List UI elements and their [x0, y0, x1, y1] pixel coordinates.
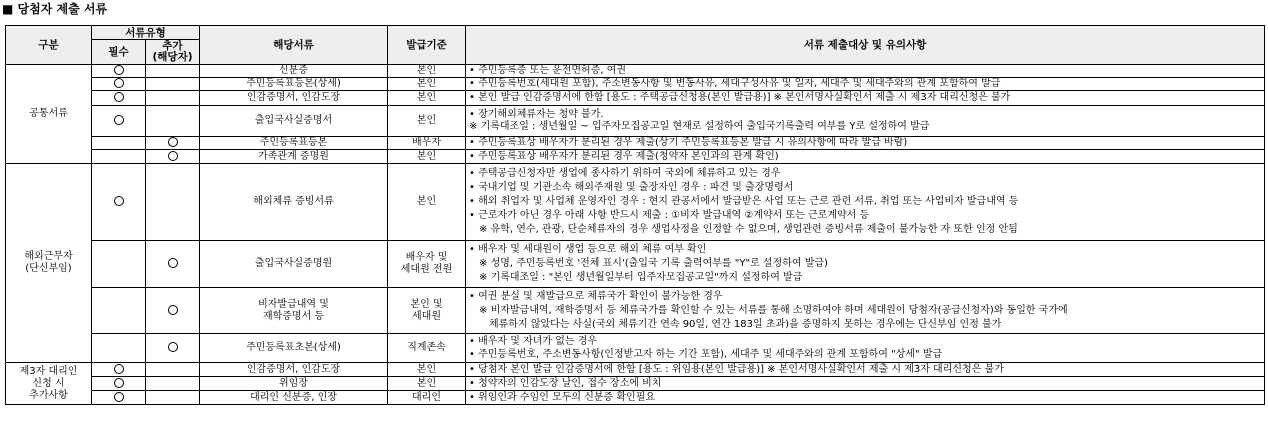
group-common [6, 65, 92, 164]
note-line: • 본인 발급 인감증명서에 한함 [용도 : 주택공급신청용(본인 발급용)] ※ 본인서명사실확인서 제출 시 제3자 대리신청은 불가 [469, 92, 1011, 103]
circle-mark-icon [114, 392, 124, 402]
header-additional-line2: (해당자) [152, 51, 193, 63]
document-name: 출입국사실증명서 [254, 115, 333, 126]
additional-cell [146, 65, 200, 78]
document-name: 주민등록표초본(상세) [246, 342, 341, 353]
circle-mark-icon [168, 342, 178, 352]
document-name: 주민등록표등본 [259, 137, 328, 148]
document-cell [200, 137, 388, 150]
basis-text: 본인 [416, 65, 437, 76]
basis-text: 본인 [416, 78, 437, 89]
table-row [6, 91, 1265, 106]
note-line: • 해외 취업자 및 사업체 운영자인 경우 : 현지 관공서에서 발급받은 사업 또는 근로 관련 서류, 취업 또는 사업비자 발급내역 등 [469, 196, 1019, 207]
group-proxy [6, 363, 92, 405]
group-label: 신청 시 [32, 377, 65, 389]
additional-cell [146, 363, 200, 377]
required-cell [92, 106, 146, 137]
note-line: • 주민등록증 또는 운전면허증, 여권 [469, 65, 627, 76]
document-name: 재학증명서 등 [262, 310, 325, 322]
basis-cell [388, 164, 466, 241]
notes-cell [466, 241, 1265, 288]
notes-cell [466, 106, 1265, 137]
header-additional-line1: 추가 [162, 40, 183, 52]
table-row [6, 391, 1265, 405]
additional-cell [146, 391, 200, 405]
circle-mark-icon [114, 92, 124, 102]
notes-cell [466, 91, 1265, 106]
additional-cell [146, 137, 200, 150]
required-cell [92, 241, 146, 288]
table-row [6, 241, 1265, 288]
note-line: 체류하지 않았다는 사실(국외 체류기간 연속 90일, 연간 183일 초과)을 증명하지 못하는 경우에는 단신부임 인정 불가 [489, 318, 1002, 330]
document-name: 가족관계 증명원 [258, 150, 329, 162]
table-row [6, 334, 1265, 363]
header-doc-type: 서류유형 [92, 26, 200, 40]
square-bullet-icon: ■ [2, 2, 14, 16]
required-cell [92, 363, 146, 377]
basis-cell [388, 106, 466, 137]
circle-mark-icon [168, 137, 178, 147]
basis-text: 배우자 [412, 137, 441, 148]
circle-mark-icon [114, 378, 124, 388]
document-cell [200, 150, 388, 164]
note-line: ※ 기록대조일 : 생년월일 ~ 입주자모집공고일 현재로 설정하여 출입국기록출력 여부를 Y로 설정하여 발급 [469, 121, 930, 132]
notes-cell [466, 377, 1265, 391]
basis-text: 본인 [416, 363, 437, 375]
document-name: 대리인 신분증, 인장 [250, 391, 337, 403]
notes-cell [466, 65, 1265, 78]
notes-cell [466, 288, 1265, 334]
circle-mark-icon [168, 258, 178, 268]
note-line: • 주택공급신청자만 생업에 종사하기 위하여 국외에 체류하고 있는 경우 [469, 168, 781, 179]
note-line: • 배우자 및 자녀가 없는 경우 [469, 336, 598, 347]
note-line: • 근로자가 아닌 경우 아래 사항 반드시 제출 : ①비자 발급내역 ②계약서 또는 근로계약서 등 [469, 210, 870, 221]
note-line: • 주민등록표상 배우자가 분리된 경우 제출(상기 주민등록표등본 발급 시 유의사항에 따라 발급 바람) [469, 137, 908, 148]
required-cell [92, 137, 146, 150]
required-cell [92, 334, 146, 363]
basis-cell [388, 241, 466, 288]
document-name: 신분증 [279, 65, 308, 76]
document-cell [200, 91, 388, 106]
group-label: (단신부임) [25, 263, 72, 274]
header-category: 구분 [6, 26, 92, 65]
table-row [6, 150, 1265, 164]
basis-text: 대리인 [412, 391, 441, 403]
required-cell [92, 391, 146, 405]
basis-text: 배우자 및 [405, 252, 448, 263]
document-name: 주민등록표등본(상세) [246, 78, 341, 89]
basis-text: 본인 [416, 150, 437, 162]
header-issue-basis: 발급기준 [388, 26, 466, 65]
notes-cell [466, 164, 1265, 241]
document-cell [200, 334, 388, 363]
group-label: 추가사항 [29, 389, 68, 401]
note-line: • 국내기업 및 기관소속 해외주재원 및 출장자인 경우 : 파견 및 출장명령서 [469, 182, 794, 193]
required-cell [92, 150, 146, 164]
note-line: • 주민등록표상 배우자가 분리된 경우 제출(청약자 본인과의 관계 확인) [469, 150, 779, 162]
required-cell [92, 288, 146, 334]
note-line: • 청약자의 인감도장 날인, 접수 장소에 비치 [469, 377, 662, 389]
section-title-text: 당첨자 제출 서류 [17, 2, 108, 16]
header-additional [146, 40, 200, 65]
basis-cell [388, 65, 466, 78]
circle-mark-icon [168, 151, 178, 161]
document-cell [200, 164, 388, 241]
additional-cell [146, 164, 200, 241]
document-cell [200, 377, 388, 391]
document-cell [200, 78, 388, 91]
note-line: • 당첨자 본인 발급 인감증명서에 한함 [용도 : 위임용(본인 발급용)] ※ 본인서명사실확인서 제출 시 제3자 대리신청은 불가 [469, 363, 1004, 375]
documents-table [5, 25, 1265, 405]
group-label: 공통서류 [29, 108, 68, 119]
circle-mark-icon [168, 305, 178, 315]
circle-mark-icon [114, 65, 124, 75]
note-line: • 배우자 및 세대원이 생업 등으로 해외 체류 여부 확인 [469, 244, 707, 255]
circle-mark-icon [114, 364, 124, 374]
note-line: • 주민등록번호, 주소변동사항(인정받고자 하는 기간 포함), 세대주 및 세대주와의 관계 포함하여 "상세" 발급 [469, 349, 943, 360]
basis-cell [388, 78, 466, 91]
document-name: 비자발급내역 및 [258, 298, 329, 310]
circle-mark-icon [114, 115, 124, 125]
document-name: 출입국사실증명원 [254, 258, 333, 269]
note-line: • 위임인과 수임인 모두의 신분증 확인필요 [469, 391, 656, 403]
basis-cell [388, 391, 466, 405]
note-line: • 장기해외체류자는 청약 불가. [469, 109, 604, 120]
basis-text: 본인 [416, 115, 437, 126]
document-cell [200, 106, 388, 137]
table-row [6, 106, 1265, 137]
basis-text: 본인 [416, 377, 437, 389]
notes-cell [466, 391, 1265, 405]
basis-cell [388, 150, 466, 164]
required-cell [92, 65, 146, 78]
additional-cell [146, 78, 200, 91]
table-row [6, 363, 1265, 377]
additional-cell [146, 91, 200, 106]
additional-cell [146, 334, 200, 363]
document-name: 인감증명서, 인감도장 [246, 363, 341, 375]
notes-cell [466, 137, 1265, 150]
notes-cell [466, 363, 1265, 377]
circle-mark-icon [114, 78, 124, 88]
basis-text: 세대원 [412, 310, 441, 322]
additional-cell [146, 106, 200, 137]
basis-text: 본인 [416, 92, 437, 103]
header-document: 해당서류 [200, 26, 388, 65]
document-name: 위임장 [279, 377, 308, 389]
header-notes: 서류 제출대상 및 유의사항 [466, 26, 1265, 65]
document-name: 인감증명서, 인감도장 [246, 92, 341, 103]
basis-cell [388, 91, 466, 106]
document-name: 해외체류 증빙서류 [253, 196, 334, 207]
required-cell [92, 164, 146, 241]
basis-text: 직계존속 [407, 342, 446, 353]
additional-cell [146, 377, 200, 391]
basis-cell [388, 377, 466, 391]
table-row [6, 65, 1265, 78]
table-row [6, 377, 1265, 391]
basis-text: 본인 및 [410, 298, 443, 310]
notes-cell [466, 78, 1265, 91]
group-overseas [6, 164, 92, 363]
note-line: ※ 비자발급내역, 재학증명서 등 체류국가를 확인할 수 있는 서류를 통해 소명하여야 하며 세대원이 당첨자(공급신청자)와 동일한 국가에 [479, 304, 1068, 316]
basis-cell [388, 288, 466, 334]
document-cell [200, 241, 388, 288]
required-cell [92, 78, 146, 91]
group-label: 해외근무자 [24, 251, 73, 262]
document-cell [200, 363, 388, 377]
basis-text: 세대원 전원 [400, 264, 453, 275]
table-row [6, 164, 1265, 241]
note-line: • 주민등록번호(세대원 포함), 주소변동사항 및 변동사유, 세대구성사유 및 일자, 세대주 및 세대주와의 관계 포함하여 발급 [469, 78, 1001, 89]
document-cell [200, 288, 388, 334]
note-line: ※ 기록대조일 : "본인 생년월일부터 입주자모집공고일"까지 설정하여 발급 [479, 272, 803, 283]
required-cell [92, 91, 146, 106]
additional-cell [146, 288, 200, 334]
basis-cell [388, 334, 466, 363]
circle-mark-icon [114, 196, 124, 206]
document-cell [200, 65, 388, 78]
basis-cell [388, 137, 466, 150]
additional-cell [146, 150, 200, 164]
basis-text: 본인 [416, 196, 437, 207]
group-label: 제3자 대리인 [19, 365, 78, 377]
section-title [2, 1, 107, 17]
note-line: • 여권 분실 및 재발급으로 체류국가 확인이 불가능한 경우 [469, 290, 723, 302]
required-cell [92, 377, 146, 391]
note-line: ※ 성명, 주민등록번호 '전체 표시'(출입국 기록 출력여부를 "Y"로 설정하여 발급) [479, 258, 828, 269]
notes-cell [466, 334, 1265, 363]
note-line: ※ 유학, 연수, 관광, 단순체류자의 경우 생업사정을 인정할 수 없으며, 생업관련 증빙서류 제출이 불가능한 자 또한 인정 안됨 [479, 224, 1018, 235]
additional-cell [146, 241, 200, 288]
notes-cell [466, 150, 1265, 164]
header-required: 필수 [92, 40, 146, 65]
table-row [6, 78, 1265, 91]
document-cell [200, 391, 388, 405]
basis-cell [388, 363, 466, 377]
table-row [6, 288, 1265, 334]
table-row [6, 137, 1265, 150]
